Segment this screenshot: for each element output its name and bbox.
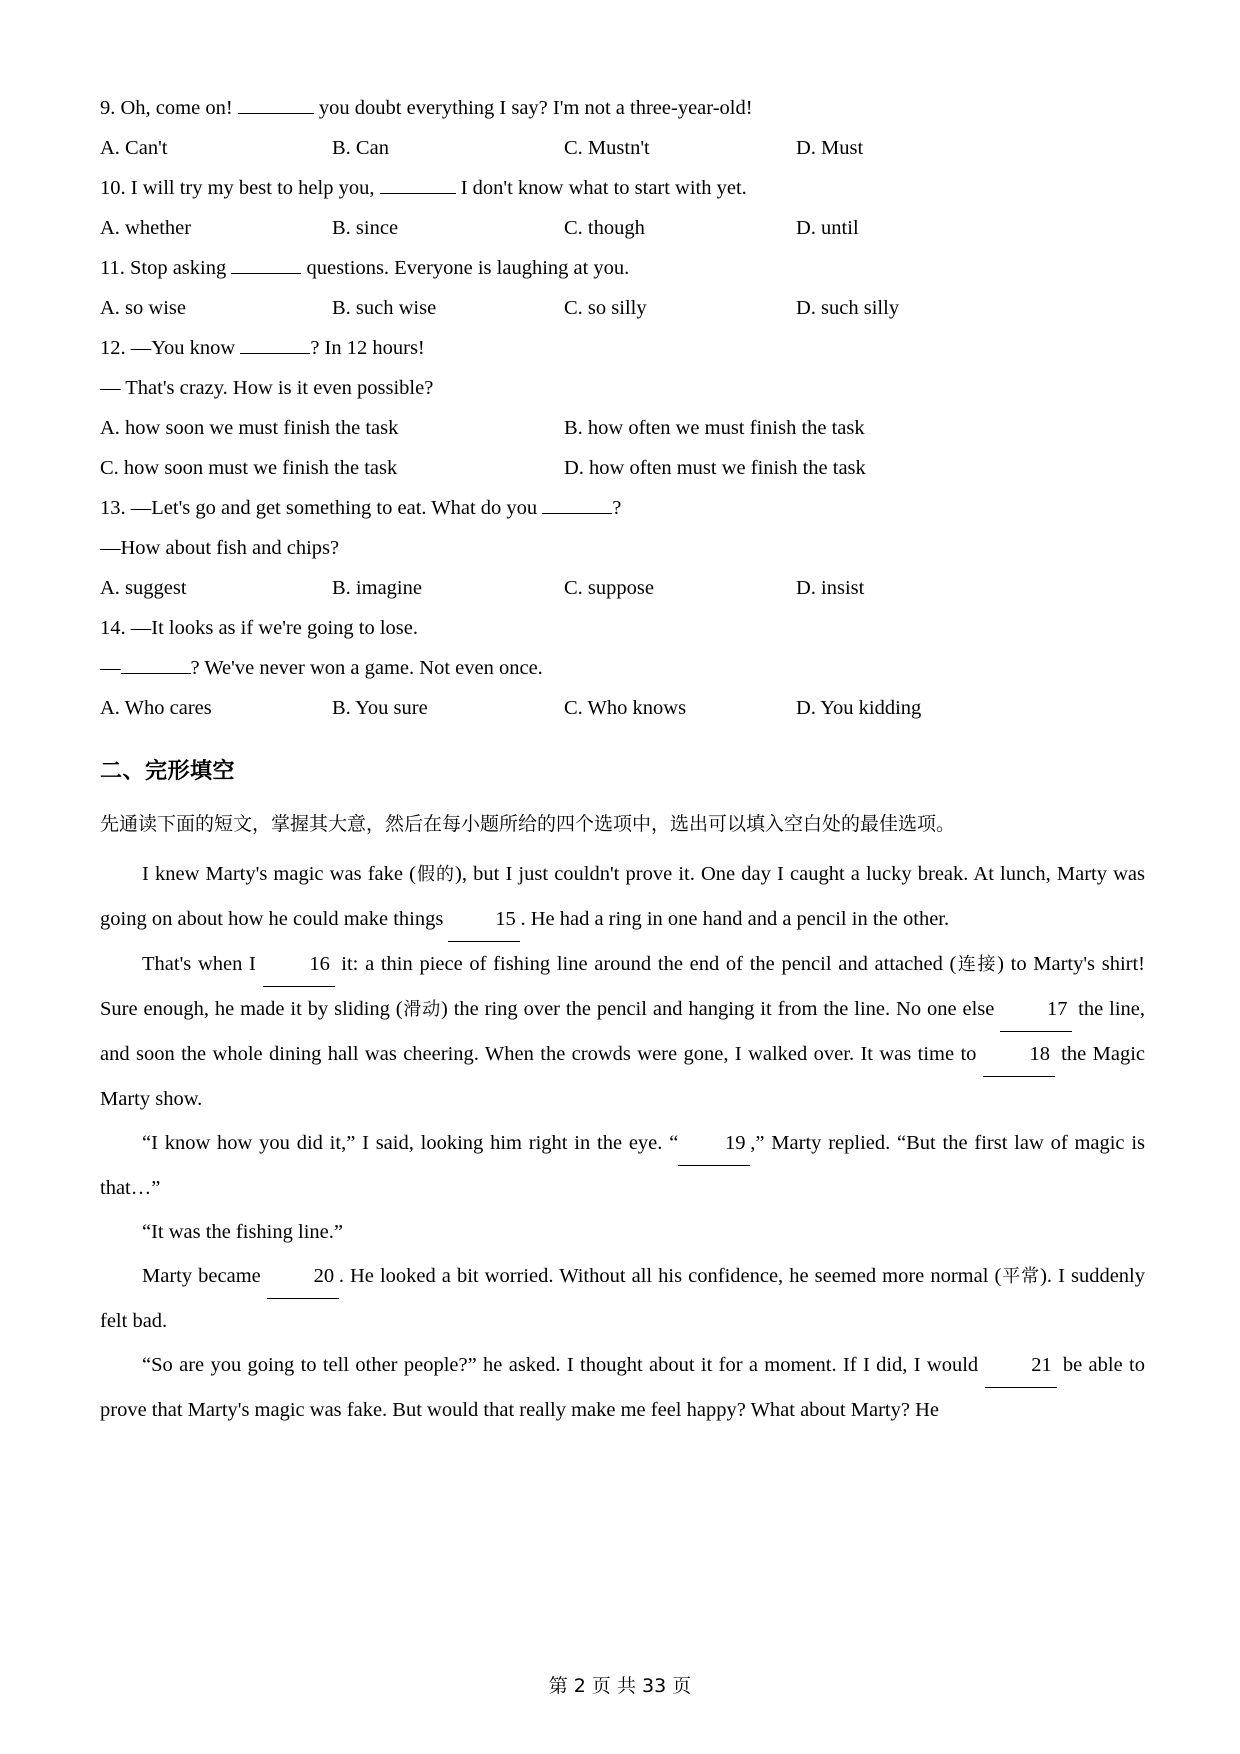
passage-text: I knew Marty's magic was fake ( [142, 863, 416, 885]
cloze-blank-21[interactable]: 21 [985, 1343, 1057, 1388]
cloze-blank-19[interactable]: 19 [678, 1121, 750, 1166]
answer-blank [238, 93, 314, 115]
option-9-a[interactable]: A. Can't [100, 137, 168, 159]
passage-text: it: a thin piece of fishing line around the end of the pencil and attached ( [334, 953, 957, 975]
question-stem-9 [100, 88, 1145, 128]
option-10-b[interactable]: B. since [332, 217, 399, 239]
question-stem-13 [100, 488, 1145, 528]
section-heading-two: 二、完形填空 [100, 759, 236, 784]
passage-text: . He looked a bit worried. Without all his confidence, he seemed more normal ( [338, 1265, 1002, 1287]
passage-paragraph [100, 852, 1145, 942]
options-row-10 [100, 208, 1145, 248]
options-row-11 [100, 288, 1145, 328]
option-9-d[interactable]: D. Must [796, 137, 864, 159]
question-stem-12-before: 12. —You know [100, 337, 236, 359]
option-12-a[interactable]: A. how soon we must finish the task [100, 417, 399, 439]
passage-gloss-cn: 平常 [1001, 1266, 1041, 1287]
passage-gloss-cn: 连接 [956, 954, 998, 975]
answer-blank [121, 653, 191, 675]
question-block-13 [100, 488, 1145, 608]
passage-text: ). I suddenly felt bad. [100, 1265, 1146, 1332]
question-stem-9-after: you doubt everything I say? I'm not a three-year-old! [318, 97, 753, 119]
question-stem-12 [100, 328, 1145, 368]
option-12-d[interactable]: D. how often must we finish the task [564, 457, 866, 479]
options-row-9 [100, 128, 1145, 168]
option-13-b[interactable]: B. imagine [332, 577, 422, 599]
option-13-c[interactable]: C. suppose [564, 577, 654, 599]
question-stem-10-after: I don't know what to start with yet. [460, 177, 747, 199]
answer-blank [380, 173, 456, 195]
question-stem-13-after: ? [612, 497, 622, 519]
option-14-d[interactable]: D. You kidding [796, 697, 922, 719]
option-11-c[interactable]: C. so silly [564, 297, 647, 319]
passage-paragraph [100, 942, 1145, 1121]
option-11-b[interactable]: B. such wise [332, 297, 437, 319]
cloze-blank-15[interactable]: 15 [448, 897, 520, 942]
answer-blank [240, 333, 310, 355]
cloze-blank-18[interactable]: 18 [983, 1032, 1055, 1077]
cloze-passage [100, 852, 1145, 1432]
question-stem-12-after: ? In 12 hours! [310, 337, 425, 359]
passage-text: Marty became [142, 1265, 267, 1287]
passage-text: ) to Marty's shirt! Sure enough, he made it by sliding ( [100, 953, 1146, 1020]
option-9-c[interactable]: C. Mustn't [564, 137, 650, 159]
question-reply-14-dash: — [100, 657, 121, 679]
options-row-13 [100, 568, 1145, 608]
question-stem-11-after: questions. Everyone is laughing at you. [306, 257, 630, 279]
option-10-a[interactable]: A. whether [100, 217, 192, 239]
question-stem-14: 14. —It looks as if we're going to lose. [100, 617, 418, 639]
passage-text: “So are you going to tell other people?” he asked. I thought about it for a moment. If I did, I would [142, 1354, 985, 1376]
question-block-12 [100, 328, 1145, 488]
answer-blank [542, 493, 612, 515]
page-content [100, 88, 1145, 1432]
question-reply-14-after: ? We've never won a game. Not even once. [190, 657, 543, 679]
question-block-9 [100, 88, 1145, 168]
question-stem-13-before: 13. —Let's go and get something to eat. What do you [100, 497, 538, 519]
passage-paragraph [100, 1343, 1145, 1432]
option-13-a[interactable]: A. suggest [100, 577, 187, 599]
option-13-d[interactable]: D. insist [796, 577, 865, 599]
option-12-c[interactable]: C. how soon must we finish the task [100, 457, 398, 479]
passage-gloss-cn: 假的 [415, 864, 456, 885]
passage-text: the line, and soon the whole dining hall was cheering. When the crowds were gone, I walked over. It was time to [100, 998, 1145, 1065]
passage-gloss-cn: 滑动 [402, 999, 441, 1020]
option-11-a[interactable]: A. so wise [100, 297, 186, 319]
cloze-blank-17[interactable]: 17 [1000, 987, 1072, 1032]
option-14-c[interactable]: C. Who knows [564, 697, 687, 719]
answer-blank [231, 253, 301, 275]
question-block-10 [100, 168, 1145, 248]
passage-text: “It was the fishing line.” [142, 1221, 343, 1243]
passage-text: the Magic Marty show. [100, 1043, 1145, 1110]
option-10-c[interactable]: C. though [564, 217, 645, 239]
options-row-12-top [100, 408, 1145, 448]
passage-text: ), but I just couldn't prove it. One day I caught a lucky break. At lunch, Marty was going on about how he could make things [100, 863, 1145, 930]
option-9-b[interactable]: B. Can [332, 137, 389, 159]
options-row-14 [100, 688, 1145, 728]
passage-text: . He had a ring in one hand and a pencil in the other. [520, 908, 950, 930]
passage-text: be able to prove that Marty's magic was fake. But would that really make me feel happy? What about Marty? He [100, 1354, 1145, 1421]
passage-text: That's when I [142, 953, 263, 975]
question-stem-11-before: 11. Stop asking [100, 257, 227, 279]
passage-text: ,” Marty replied. “But the first law of magic is that…” [100, 1132, 1145, 1199]
option-12-b[interactable]: B. how often we must finish the task [564, 417, 865, 439]
question-stem-11 [100, 248, 1145, 288]
page-footer: 第 2 页 共 33 页 [548, 1675, 692, 1697]
passage-text: “I know how you did it,” I said, looking him right in the eye. “ [142, 1132, 679, 1154]
question-block-14 [100, 608, 1145, 728]
question-reply-14 [100, 648, 1145, 688]
question-reply-12: — That's crazy. How is it even possible? [100, 377, 434, 399]
passage-paragraph [100, 1254, 1145, 1343]
option-10-d[interactable]: D. until [796, 217, 859, 239]
options-row-12-bottom [100, 448, 1145, 488]
option-14-b[interactable]: B. You sure [332, 697, 428, 719]
section-instruction: 先通读下面的短文，掌握其大意，然后在每小题所给的四个选项中，选出可以填入空白处的最佳选项。 [100, 813, 956, 835]
cloze-blank-20[interactable]: 20 [267, 1254, 339, 1299]
question-stem-9-before: 9. Oh, come on! [100, 97, 233, 119]
passage-text: ) the ring over the pencil and hanging it from the line. No one else [440, 998, 1001, 1020]
option-14-a[interactable]: A. Who cares [100, 697, 212, 719]
question-reply-13: —How about fish and chips? [100, 537, 340, 559]
passage-paragraph [100, 1121, 1145, 1210]
question-block-11 [100, 248, 1145, 328]
cloze-blank-16[interactable]: 16 [263, 942, 335, 987]
question-stem-10-before: 10. I will try my best to help you, [100, 177, 375, 199]
passage-paragraph [100, 1210, 1145, 1254]
option-11-d[interactable]: D. such silly [796, 297, 900, 319]
question-stem-10 [100, 168, 1145, 208]
